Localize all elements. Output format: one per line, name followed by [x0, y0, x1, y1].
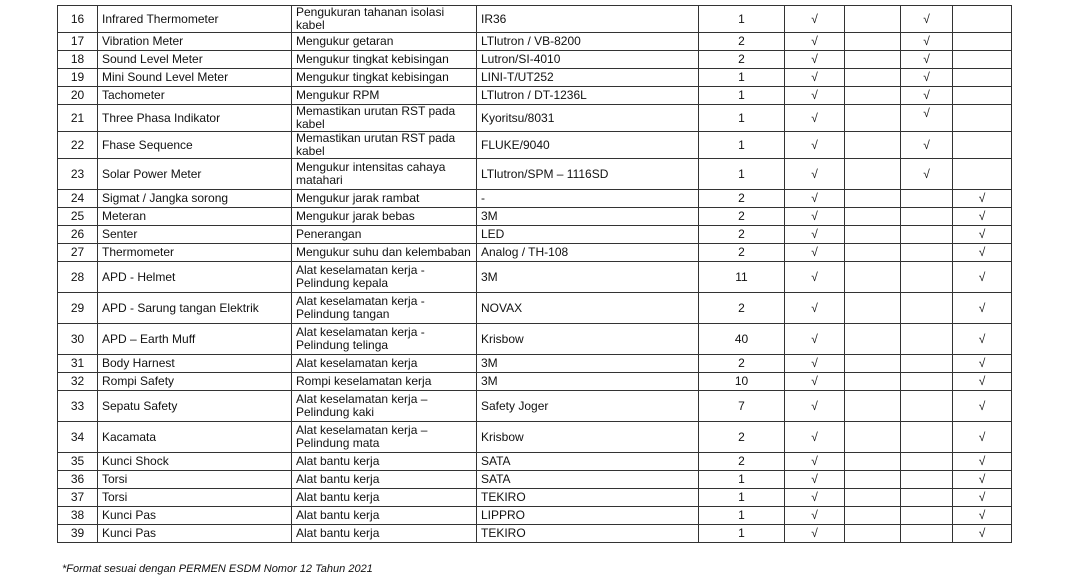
equipment-name-cell: Vibration Meter	[98, 33, 292, 51]
brand-type-cell: 3M	[477, 373, 699, 391]
brand-type-cell: LTlutron / VB-8200	[477, 33, 699, 51]
condition-good-cell: √	[785, 471, 845, 489]
table-row	[58, 355, 1012, 373]
check-column-4-cell	[953, 33, 1012, 51]
quantity-cell: 2	[699, 51, 785, 69]
condition-damaged-cell	[845, 105, 901, 132]
brand-type-cell: IR36	[477, 6, 699, 33]
function-cell: Mengukur RPM	[292, 87, 477, 105]
check-column-3-cell	[901, 293, 953, 324]
quantity-cell: 1	[699, 471, 785, 489]
quantity-cell: 40	[699, 324, 785, 355]
check-column-4-cell: √	[953, 190, 1012, 208]
equipment-name-cell: APD - Helmet	[98, 262, 292, 293]
quantity-cell: 2	[699, 355, 785, 373]
row-number-cell: 22	[58, 132, 98, 159]
equipment-name-cell: Three Phasa Indikator	[98, 105, 292, 132]
function-cell: Alat bantu kerja	[292, 471, 477, 489]
function-cell: Mengukur jarak bebas	[292, 208, 477, 226]
condition-good-cell: √	[785, 355, 845, 373]
condition-damaged-cell	[845, 51, 901, 69]
brand-type-cell: LED	[477, 226, 699, 244]
quantity-cell: 1	[699, 132, 785, 159]
function-cell: Rompi keselamatan kerja	[292, 373, 477, 391]
row-number-cell: 30	[58, 324, 98, 355]
table-body	[58, 6, 1012, 543]
table-row	[58, 293, 1012, 324]
row-number-cell: 25	[58, 208, 98, 226]
condition-good-cell: √	[785, 507, 845, 525]
check-column-3-cell: √	[901, 69, 953, 87]
brand-type-cell: -	[477, 190, 699, 208]
row-number-cell: 28	[58, 262, 98, 293]
brand-type-cell: TEKIRO	[477, 525, 699, 543]
brand-type-cell: LINI-T/UT252	[477, 69, 699, 87]
check-column-3-cell: √	[901, 159, 953, 190]
equipment-name-cell: Torsi	[98, 489, 292, 507]
equipment-table	[57, 5, 1012, 543]
row-number-cell: 31	[58, 355, 98, 373]
condition-good-cell: √	[785, 373, 845, 391]
row-number-cell: 35	[58, 453, 98, 471]
check-column-4-cell: √	[953, 293, 1012, 324]
brand-type-cell: SATA	[477, 453, 699, 471]
condition-good-cell: √	[785, 525, 845, 543]
condition-good-cell: √	[785, 105, 845, 132]
brand-type-cell: LIPPRO	[477, 507, 699, 525]
condition-damaged-cell	[845, 324, 901, 355]
equipment-name-cell: Meteran	[98, 208, 292, 226]
equipment-name-cell: Thermometer	[98, 244, 292, 262]
table-row	[58, 471, 1012, 489]
brand-type-cell: 3M	[477, 208, 699, 226]
equipment-name-cell: Infrared Thermometer	[98, 6, 292, 33]
function-cell: Mengukur jarak rambat	[292, 190, 477, 208]
check-column-4-cell: √	[953, 489, 1012, 507]
row-number-cell: 29	[58, 293, 98, 324]
table-row	[58, 262, 1012, 293]
condition-damaged-cell	[845, 208, 901, 226]
check-column-3-cell	[901, 226, 953, 244]
check-column-3-cell	[901, 208, 953, 226]
row-number-cell: 16	[58, 6, 98, 33]
condition-damaged-cell	[845, 293, 901, 324]
function-cell: Memastikan urutan RST pada kabel	[292, 132, 477, 159]
condition-damaged-cell	[845, 453, 901, 471]
check-column-3-cell	[901, 422, 953, 453]
row-number-cell: 18	[58, 51, 98, 69]
condition-damaged-cell	[845, 391, 901, 422]
condition-good-cell: √	[785, 226, 845, 244]
check-column-3-cell	[901, 373, 953, 391]
quantity-cell: 1	[699, 159, 785, 190]
equipment-name-cell: Sound Level Meter	[98, 51, 292, 69]
condition-good-cell: √	[785, 391, 845, 422]
check-column-4-cell	[953, 105, 1012, 132]
check-column-4-cell: √	[953, 244, 1012, 262]
check-column-3-cell	[901, 453, 953, 471]
brand-type-cell: Krisbow	[477, 324, 699, 355]
table-row	[58, 87, 1012, 105]
function-cell: Alat bantu kerja	[292, 525, 477, 543]
brand-type-cell: 3M	[477, 262, 699, 293]
brand-type-cell: Krisbow	[477, 422, 699, 453]
check-column-4-cell: √	[953, 262, 1012, 293]
function-cell: Alat bantu kerja	[292, 453, 477, 471]
table-row	[58, 422, 1012, 453]
equipment-name-cell: Rompi Safety	[98, 373, 292, 391]
condition-good-cell: √	[785, 422, 845, 453]
check-column-3-cell: √	[901, 87, 953, 105]
row-number-cell: 39	[58, 525, 98, 543]
quantity-cell: 1	[699, 69, 785, 87]
check-column-4-cell	[953, 69, 1012, 87]
quantity-cell: 2	[699, 453, 785, 471]
table-row	[58, 525, 1012, 543]
condition-good-cell: √	[785, 489, 845, 507]
check-column-4-cell: √	[953, 373, 1012, 391]
function-cell: Mengukur getaran	[292, 33, 477, 51]
condition-good-cell: √	[785, 6, 845, 33]
function-cell: Alat keselamatan kerja - Pelindung telinga	[292, 324, 477, 355]
condition-good-cell: √	[785, 453, 845, 471]
row-number-cell: 17	[58, 33, 98, 51]
quantity-cell: 1	[699, 489, 785, 507]
row-number-cell: 34	[58, 422, 98, 453]
check-column-4-cell: √	[953, 471, 1012, 489]
table-row	[58, 6, 1012, 33]
condition-good-cell: √	[785, 293, 845, 324]
brand-type-cell: Safety Joger	[477, 391, 699, 422]
condition-damaged-cell	[845, 422, 901, 453]
equipment-name-cell: APD – Earth Muff	[98, 324, 292, 355]
condition-damaged-cell	[845, 244, 901, 262]
equipment-name-cell: Sigmat / Jangka sorong	[98, 190, 292, 208]
check-column-4-cell	[953, 132, 1012, 159]
condition-damaged-cell	[845, 6, 901, 33]
table-row	[58, 51, 1012, 69]
check-column-3-cell	[901, 525, 953, 543]
equipment-name-cell: Solar Power Meter	[98, 159, 292, 190]
row-number-cell: 23	[58, 159, 98, 190]
condition-good-cell: √	[785, 159, 845, 190]
quantity-cell: 11	[699, 262, 785, 293]
condition-good-cell: √	[785, 69, 845, 87]
condition-damaged-cell	[845, 87, 901, 105]
brand-type-cell: FLUKE/9040	[477, 132, 699, 159]
row-number-cell: 27	[58, 244, 98, 262]
condition-damaged-cell	[845, 159, 901, 190]
condition-damaged-cell	[845, 471, 901, 489]
brand-type-cell: Analog / TH-108	[477, 244, 699, 262]
table-row	[58, 324, 1012, 355]
quantity-cell: 2	[699, 190, 785, 208]
row-number-cell: 21	[58, 105, 98, 132]
equipment-name-cell: Torsi	[98, 471, 292, 489]
row-number-cell: 26	[58, 226, 98, 244]
equipment-name-cell: Sepatu Safety	[98, 391, 292, 422]
equipment-name-cell: APD - Sarung tangan Elektrik	[98, 293, 292, 324]
brand-type-cell: LTlutron/SPM – 1116SD	[477, 159, 699, 190]
function-cell: Memastikan urutan RST pada kabel	[292, 105, 477, 132]
quantity-cell: 2	[699, 33, 785, 51]
function-cell: Alat keselamatan kerja – Pelindung kaki	[292, 391, 477, 422]
equipment-name-cell: Mini Sound Level Meter	[98, 69, 292, 87]
condition-good-cell: √	[785, 262, 845, 293]
check-column-3-cell	[901, 489, 953, 507]
table-row	[58, 132, 1012, 159]
table-row	[58, 226, 1012, 244]
check-column-4-cell: √	[953, 226, 1012, 244]
quantity-cell: 1	[699, 87, 785, 105]
brand-type-cell: Lutron/SI-4010	[477, 51, 699, 69]
function-cell: Penerangan	[292, 226, 477, 244]
condition-damaged-cell	[845, 507, 901, 525]
equipment-name-cell: Tachometer	[98, 87, 292, 105]
check-column-4-cell	[953, 87, 1012, 105]
row-number-cell: 33	[58, 391, 98, 422]
check-column-4-cell	[953, 159, 1012, 190]
condition-damaged-cell	[845, 355, 901, 373]
function-cell: Alat bantu kerja	[292, 489, 477, 507]
function-cell: Alat bantu kerja	[292, 507, 477, 525]
function-cell: Alat keselamatan kerja - Pelindung tangan	[292, 293, 477, 324]
condition-damaged-cell	[845, 132, 901, 159]
condition-damaged-cell	[845, 226, 901, 244]
table-row	[58, 105, 1012, 132]
check-column-3-cell	[901, 190, 953, 208]
brand-type-cell: TEKIRO	[477, 489, 699, 507]
row-number-cell: 36	[58, 471, 98, 489]
equipment-name-cell: Fhase Sequence	[98, 132, 292, 159]
quantity-cell: 2	[699, 208, 785, 226]
check-column-3-cell: √	[901, 33, 953, 51]
check-column-3-cell	[901, 244, 953, 262]
quantity-cell: 2	[699, 422, 785, 453]
check-column-3-cell	[901, 262, 953, 293]
row-number-cell: 32	[58, 373, 98, 391]
quantity-cell: 7	[699, 391, 785, 422]
check-column-4-cell: √	[953, 208, 1012, 226]
condition-damaged-cell	[845, 190, 901, 208]
quantity-cell: 1	[699, 525, 785, 543]
function-cell: Alat keselamatan kerja - Pelindung kepala	[292, 262, 477, 293]
check-column-4-cell: √	[953, 507, 1012, 525]
condition-good-cell: √	[785, 244, 845, 262]
brand-type-cell: SATA	[477, 471, 699, 489]
function-cell: Mengukur suhu dan kelembaban	[292, 244, 477, 262]
equipment-name-cell: Kacamata	[98, 422, 292, 453]
table-row	[58, 208, 1012, 226]
check-column-3-cell	[901, 507, 953, 525]
row-number-cell: 19	[58, 69, 98, 87]
quantity-cell: 2	[699, 293, 785, 324]
check-column-4-cell: √	[953, 391, 1012, 422]
row-number-cell: 20	[58, 87, 98, 105]
row-number-cell: 37	[58, 489, 98, 507]
table-row	[58, 489, 1012, 507]
check-column-3-cell	[901, 355, 953, 373]
table-row	[58, 69, 1012, 87]
equipment-name-cell: Kunci Pas	[98, 525, 292, 543]
brand-type-cell: Kyoritsu/8031	[477, 105, 699, 132]
table-row	[58, 373, 1012, 391]
table-row	[58, 453, 1012, 471]
table-row	[58, 391, 1012, 422]
condition-good-cell: √	[785, 51, 845, 69]
quantity-cell: 1	[699, 507, 785, 525]
row-number-cell: 24	[58, 190, 98, 208]
function-cell: Mengukur intensitas cahaya matahari	[292, 159, 477, 190]
brand-type-cell: LTlutron / DT-1236L	[477, 87, 699, 105]
quantity-cell: 1	[699, 105, 785, 132]
quantity-cell: 2	[699, 244, 785, 262]
check-column-4-cell: √	[953, 453, 1012, 471]
condition-good-cell: √	[785, 33, 845, 51]
condition-damaged-cell	[845, 489, 901, 507]
check-column-4-cell: √	[953, 525, 1012, 543]
equipment-name-cell: Senter	[98, 226, 292, 244]
check-column-4-cell: √	[953, 422, 1012, 453]
condition-damaged-cell	[845, 262, 901, 293]
condition-good-cell: √	[785, 324, 845, 355]
function-cell: Alat keselamatan kerja	[292, 355, 477, 373]
condition-damaged-cell	[845, 525, 901, 543]
condition-good-cell: √	[785, 132, 845, 159]
table-row	[58, 190, 1012, 208]
condition-good-cell: √	[785, 190, 845, 208]
check-column-4-cell	[953, 51, 1012, 69]
check-column-3-cell: √	[901, 105, 953, 132]
function-cell: Mengukur tingkat kebisingan	[292, 51, 477, 69]
function-cell: Pengukuran tahanan isolasi kabel	[292, 6, 477, 33]
table-row	[58, 507, 1012, 525]
condition-damaged-cell	[845, 33, 901, 51]
check-column-3-cell: √	[901, 6, 953, 33]
function-cell: Mengukur tingkat kebisingan	[292, 69, 477, 87]
check-column-3-cell	[901, 471, 953, 489]
table-row	[58, 33, 1012, 51]
check-column-3-cell	[901, 324, 953, 355]
check-column-4-cell: √	[953, 355, 1012, 373]
condition-damaged-cell	[845, 373, 901, 391]
quantity-cell: 1	[699, 6, 785, 33]
table-row	[58, 159, 1012, 190]
equipment-name-cell: Kunci Shock	[98, 453, 292, 471]
quantity-cell: 2	[699, 226, 785, 244]
brand-type-cell: 3M	[477, 355, 699, 373]
brand-type-cell: NOVAX	[477, 293, 699, 324]
check-column-4-cell: √	[953, 324, 1012, 355]
equipment-name-cell: Kunci Pas	[98, 507, 292, 525]
table-row	[58, 244, 1012, 262]
footnote: *Format sesuai dengan PERMEN ESDM Nomor 12 Tahun 2021	[62, 563, 373, 575]
condition-good-cell: √	[785, 87, 845, 105]
check-column-4-cell	[953, 6, 1012, 33]
function-cell: Alat keselamatan kerja – Pelindung mata	[292, 422, 477, 453]
check-column-3-cell: √	[901, 51, 953, 69]
equipment-name-cell: Body Harnest	[98, 355, 292, 373]
check-column-3-cell	[901, 391, 953, 422]
equipment-table-container	[57, 5, 1012, 543]
check-column-3-cell: √	[901, 132, 953, 159]
quantity-cell: 10	[699, 373, 785, 391]
condition-good-cell: √	[785, 208, 845, 226]
row-number-cell: 38	[58, 507, 98, 525]
condition-damaged-cell	[845, 69, 901, 87]
